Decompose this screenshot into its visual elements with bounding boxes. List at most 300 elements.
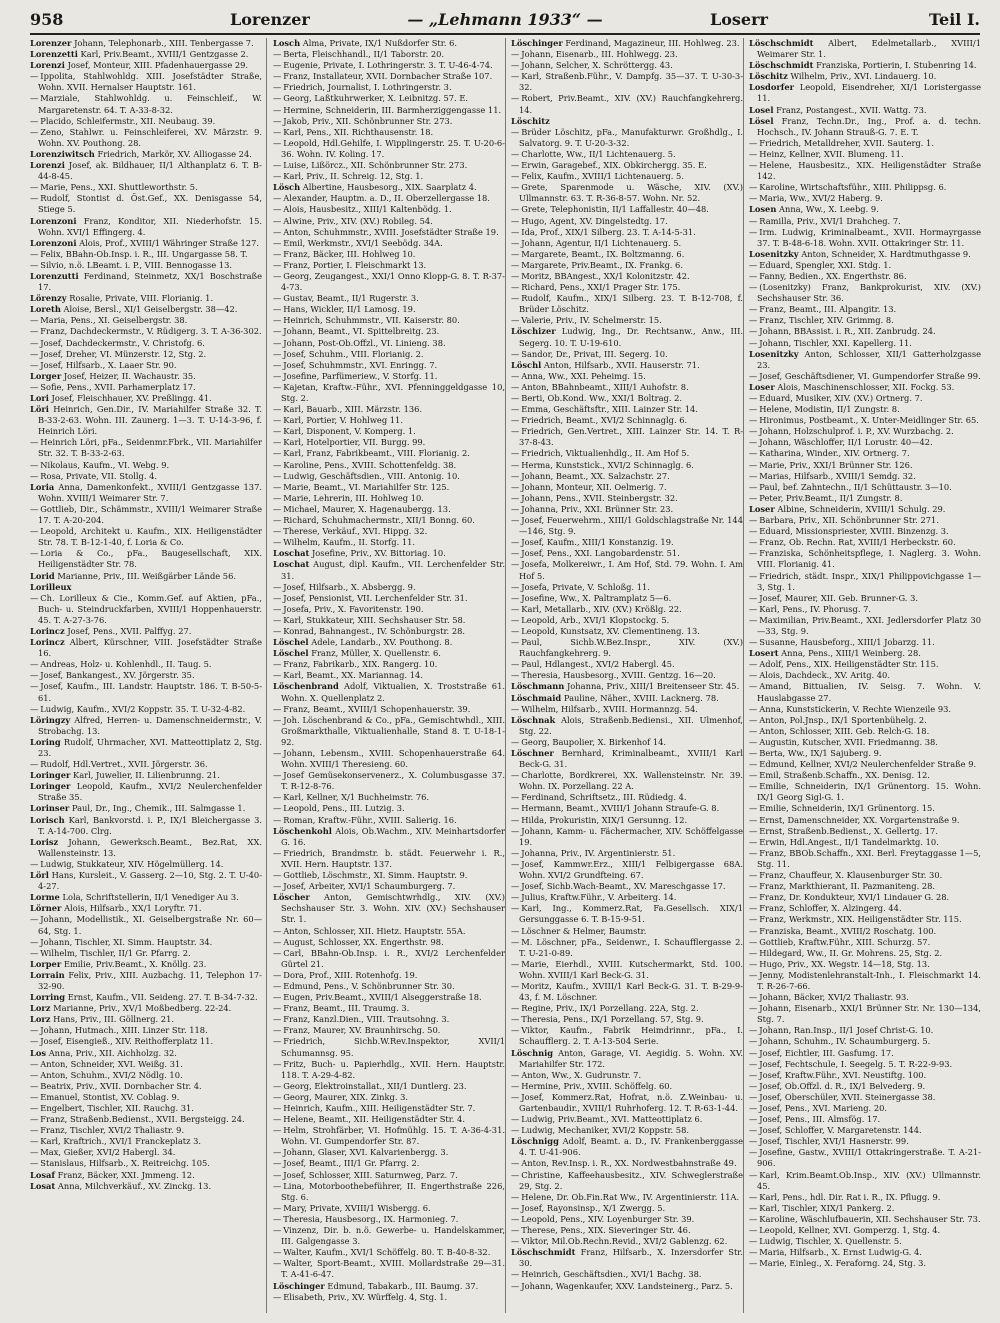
entry-text: Viktor, Mil.Ob.Rechn.Revid., XVI/2 Gablenzg. 62. [521, 1236, 728, 1247]
directory-entry: — Adolf, Pens., XIX. Heiligenstädter Str. 115. [749, 659, 939, 670]
directory-entry [30, 892, 262, 903]
entry-text: Ida, Prof., XIX/1 Silberg. 23. T. A-14-5-31. [521, 226, 696, 237]
entry-surname: Löschner [511, 748, 554, 758]
directory-entry: — Moritz, Kaufm., XVIII/1 Karl Beck-G. 31. T. B-29-9-43, f. M. Löschner. [511, 980, 743, 1003]
directory-entry: — Theresia, Hausbesorg., XVIII. Gentzg. 16—20. [511, 670, 716, 681]
entry-text: Zeno, Stahlwr. u. Feinschleiferei, XV. Märzstr. 9. Wohn. XV. Pouthong. 28. [38, 126, 262, 148]
entry-surname: Löschenkohl [273, 825, 332, 836]
entry-surname: Löschmann [511, 681, 565, 692]
entry-text: Heinz, Kellner, XVII. Blumeng. 11. [759, 148, 904, 159]
directory-entry [511, 748, 743, 770]
entry-text: Emma, Geschäftsftr., XIII. Lainzer Str. 14. [521, 404, 698, 415]
directory-entry: — Franz, Ob. Rechn. Rat, XVIII/1 Herbeckstr. 60. [749, 537, 956, 548]
entry-text: Eugen, Priv.Beamt., XVIII/1 Alseggerstraße 18. [283, 992, 482, 1003]
directory-entry [30, 238, 262, 249]
directory-entry: — Gottlieb, Kraftw.Führ., XIII. Schurzg. 57. [749, 936, 931, 947]
entry-text: Karl, Krim.Beamt.Ob.Insp., XIV. (XV.) Ullmannstr. 45. [757, 1169, 981, 1191]
entry-text: Josef, Pensionist, VII. Lerchenfelder Str. 31. [283, 592, 468, 603]
entry-text: Johann, Ran.Insp., II/1 Josef Christ-G. 10. [759, 1025, 934, 1036]
entry-text: Franz, BBOb.Schaffn., XXI. Berl. Freytaggasse 1—5, Stg. 11. [757, 847, 981, 869]
entry-text: Anton, Garage, VI. Aegidig. 5. Wohn. XV. Mariahilfer Str. 172. [519, 1047, 743, 1069]
entry-text: Wilhelm, Kaufm., II. Storfg. 11. [283, 537, 416, 548]
entry-surname: Lorilleux [30, 581, 72, 592]
directory-entry: — Emanuel, Stontist, XV. Coblag. 9. [30, 1091, 180, 1102]
directory-entry: — Michael, Maurer, X. Hagenaubergg. 13. [273, 503, 451, 514]
directory-entry [273, 182, 505, 193]
entry-text: Albertine, Hausbesorg., XIX. Saarplatz 4. [302, 182, 477, 193]
entry-surname: Losel [749, 104, 774, 115]
entry-text: Emilie, Priv.Beamt., X. Knöllg. 23. [63, 958, 207, 969]
entry-text: Margarete, Beamt., IX. Boltzmanng. 6. [521, 248, 685, 259]
entry-text: Franz, Fabrikarb., XIX. Rangerg. 10. [283, 659, 438, 670]
entry-surname: Lorenzetti [30, 49, 78, 60]
entry-text: Josef, Dreher, VI. Münzerstr. 12, Stg. 2. [40, 348, 207, 359]
directory-entry: — Johann, Post-Ob.Offzl., VI. Linieng. 38. [273, 337, 446, 348]
directory-entry: — Beatrix, Priv., XVII. Dornbacher Str. 4. [30, 1080, 202, 1091]
directory-entry: — Hermine, Priv., XVIII. Schöffelg. 60. [511, 1080, 673, 1091]
entry-text: Leopold, Architekt u. Kaufm., XIX. Heiligenstädter Str. 78. T. B-12-1-40, f. Loria & Co. [38, 526, 262, 548]
entry-text: Josefa, Private, V. Schloßg. 11. [521, 581, 650, 592]
entry-text: Alexander, Hauptm. a. D., II. Oberzellergasse 18. [283, 193, 490, 204]
directory-entry: — Löschner & Helmer, Baumstr. [511, 925, 647, 936]
directory-entry: — Franz, Maurer, XV. Braunhirschg. 50. [273, 1025, 441, 1036]
entry-text: Vinzenz, Dir. b. n.ö. Gewerbe- u. Handelskammer, III. Galgengasse 3. [281, 1225, 505, 1247]
directory-entry: — Anton, Rev.Insp. i. R., XX. Nordwestbahnstraße 49. [511, 1158, 737, 1169]
directory-entry: — Helene, Beamt., XII. Heiligenstädter Str. 4. [273, 1114, 465, 1125]
directory-entry: — Friedrich, Gen.Vertret., XIII. Lainzer Str. 14. T. R-37-8-43. [511, 426, 743, 448]
directory-entry: — Karl, Pens., XII. Richthausenstr. 18. [273, 126, 434, 137]
directory-entry: — Emil, Werkmstr., XVI/1 Seebödg. 34A. [273, 237, 443, 248]
directory-entry [30, 870, 262, 892]
entry-text: Johann, Wäschloffer, II/1 Lorustr. 40—42. [759, 437, 933, 448]
directory-entry: — Josef, Kaufm., XIII/1 Konstanzig. 19. [511, 537, 674, 548]
entry-text: Berti, Ob.Kond. Ww., XXI/1 Boltrag. 2. [521, 393, 683, 403]
directory-entry: — Max, Gießer, XVI/2 Habergl. 34. [30, 1147, 176, 1158]
entry-surname: Lorenzutti [30, 270, 79, 281]
entry-text: Hans, Priv., III. Göllnerg. 21. [53, 1014, 175, 1025]
directory-entry: — August, Schlosser, XX. Engerthstr. 98. [273, 936, 444, 947]
header-rule [30, 33, 980, 35]
directory-entry: — Helene, Dr. Ob.Fin.Rat Ww., IV. Argentinierstr. 11A. [511, 1191, 740, 1202]
directory-entry: — Josef, Eichtler, III. Gasfumg. 17. [749, 1047, 894, 1058]
directory-entry: — Engelbert, Tischler, XII. Rauchg. 31. [30, 1103, 194, 1113]
entry-surname: Losaf [30, 1169, 55, 1180]
entry-text: Susanne, Hausbeforg., XIII/1 Jobarzg. 11. [759, 637, 935, 648]
entry-text: Johanna, Priv., IV. Argentinierstr. 51. [521, 847, 676, 858]
entry-text: Karl, Franz, Fabrikbeamt., VIII. Florianig. 2. [283, 448, 470, 459]
entry-surname: Lorrain [30, 969, 65, 980]
directory-entry: — Walter, Sport-Beamt., XVIII. Mollardstraße 29—31. T. A-41-6-47. [273, 1258, 505, 1280]
entry-text: Anton, Hilfsarb., XVII. Hauserstr. 71. [543, 359, 700, 370]
directory-entry: — Barbara, Priv., XII. Schönbrunner Str. 271. [749, 515, 939, 526]
directory-entry: — Franz, Schloffer, X. Alzingerg. 44. [749, 903, 902, 914]
entry-surname: Losert [749, 648, 779, 659]
entry-text: Josef, Maurer, XII. Geb. Brunner-G. 3. [759, 592, 918, 603]
directory-entry: — Franz, Markthierant, II. Pazmaniteng. 28. [749, 881, 936, 892]
directory-entry: — Viktor, Kaufm., Fabrik Heimdrinnr., pFa., I. Schaufflerg. 2. T. A-13-504 Serie. [511, 1025, 743, 1047]
entry-text: Berta, Fleischhandl., II/1 Taborstr. 20. [283, 49, 445, 60]
entry-text: Dora, Prof., XIII. Rotenhofg. 19. [283, 969, 418, 980]
entry-text: Karl, Priv.Beamt., XVIII/1 Gentzgasse 2. [80, 49, 249, 60]
entry-surname: Lorring [30, 992, 66, 1003]
directory-entry: — Leopold, Pens., XIV. Loyenburger Str. 39. [511, 1213, 695, 1224]
directory-entry: — Anna, Kunststickerin, V. Rechte Wienzeile 93. [749, 703, 952, 714]
directory-entry [511, 1136, 743, 1158]
directory-entry: — Franz, Bäcker, III. Hohlweg 10. [273, 248, 416, 259]
directory-entry: — Gustav, Beamt., II/1 Rugerstr. 3. [273, 293, 419, 304]
directory-entry: — Josefa, Private, V. Schloßg. 11. [511, 581, 650, 592]
entry-text: Theresia, Pens., IX/1 Porzellang. 57, Stg. 9. [521, 1014, 704, 1025]
directory-entry: — Hilda, Prokuristin, XIX/1 Gersunng. 12. [511, 814, 688, 825]
entry-text: Helene, Dr. Ob.Fin.Rat Ww., IV. Argentinierstr. 11A. [521, 1191, 740, 1202]
entry-text: Marie, Einleg., X. Feraforng. 24, Stg. 3. [759, 1258, 927, 1269]
entry-text: Helene, Hausbesitz., XIX. Heiligenstädter Straße 142. [757, 160, 981, 182]
directory-entry: — Josefine, Ww., X. Paltramplatz 5—6. [511, 592, 672, 603]
directory-entry: — Katharina, Winder., XIV. Ortnerg. 7. [749, 448, 910, 459]
directory-entry [273, 892, 505, 925]
directory-entry [749, 349, 981, 371]
entry-text: Hugo, Priv., XX. Wegstr. 14—18, Stg. 13. [759, 958, 930, 969]
directory-entry: — Johann, Glaser, XVI. Kalvarienbergg. 3. [273, 1147, 449, 1158]
entry-text: Franz, Schloffer, X. Alzingerg. 44. [759, 903, 902, 914]
directory-entry: — Josef, Oberschüler, XVII. Steinergasse 38. [749, 1091, 936, 1102]
entry-text: August, Schlosser, XX. Engerthstr. 98. [283, 936, 444, 947]
entry-text: Georg, Maurer, XIX. Zinkg. 3. [283, 1091, 409, 1102]
directory-entry [273, 648, 505, 659]
entry-surname: Löri [30, 404, 49, 415]
entry-text: Hermine, Priv., XVIII. Schöffelg. 60. [521, 1080, 673, 1091]
entry-text: Josef, Tischler, XVI/1 Hasnerstr. 99. [759, 1136, 909, 1147]
entry-surname: Lorinser [30, 803, 70, 814]
directory-entry: — Leopold, Architekt u. Kaufm., XIX. Heiligenstädter Str. 78. T. B-12-1-40, f. Loria & Co. [30, 526, 262, 548]
directory-entry [749, 249, 981, 260]
entry-text: Emil, Werkmstr., XVI/1 Seebödg. 34A. [283, 237, 443, 248]
directory-entry: — Heinrich, Schuhmmstr., VII. Kaiserstr. 80. [273, 315, 460, 326]
entry-text: Anton, Schneider, X. Hardtmuthgasse 9. [801, 248, 971, 259]
directory-entry: — Erwin, Garagebef., XIX. Obkirchergg. 35. E. [511, 160, 707, 171]
directory-entry: — Josef, Hilfsarb., X. Laaer Str. 90. [30, 359, 177, 370]
entry-text: Katharina, Winder., XIV. Ortnerg. 7. [759, 448, 910, 459]
entry-text: Karl, Priv., II. Schreig. 12, Stg. 1. [283, 171, 424, 182]
entry-text: Ernst, Kaufm., VII. Seideng. 27. T. B-34-7-32. [67, 992, 258, 1003]
entry-text: Rudolf, Uhrmacher, XVI. Matteottiplatz 2, Stg. 23. [38, 736, 262, 758]
entry-text: Franz, Straßenb.Bedienst., XVII. Bergsteigg. 24. [40, 1114, 245, 1125]
entry-text: Robert, Priv.Beamt., XIV. (XV.) Rauchfangkehrerg. 14. [519, 93, 743, 115]
directory-entry [511, 1247, 743, 1269]
entry-text: Karl, Bauarb., XIII. Märzstr. 136. [283, 404, 423, 415]
entry-surname: Lörner [30, 903, 62, 914]
directory-entry [30, 1014, 262, 1025]
entry-surname: Löschschmidt [749, 60, 814, 71]
entry-text: Leopold, Hdl.Gehilfe, I. Wipplingerstr. 25. T. U-20-6-36. Wohn. IV. Koling. 17. [281, 137, 505, 159]
entry-text: Franz, Dachdeckermstr., V. Rüdigerg. 3. T. A-36-302. [40, 326, 262, 337]
entry-text: Silvio, n.ö. LBeamt. i. P., VIII. Bennogasse 13. [40, 259, 232, 270]
directory-entry: — Karl, Ing., Kommerz.Rat, Fa.Gesellsch. XIX/1 Gersunggasse 6. T. B-15-9-51. [511, 903, 743, 925]
directory-entry: — Johann, Agentur, II/1 Lichtenauerg. 5. [511, 237, 682, 248]
directory-entry: — Georg, Maurer, XIX. Zinkg. 3. [273, 1091, 409, 1102]
entry-text: Josefine, Priv., XV. Bittoriag. 10. [311, 548, 446, 559]
directory-entry: — Marie, Beamt., VI. Mariahilfer Str. 125. [273, 481, 450, 492]
directory-entry: — Marias, Hilfsarb., XVIII/1 Semdg. 32. [749, 470, 916, 481]
directory-entry: — Franz, Installateur, XVII. Dornbacher Straße 107. [273, 71, 493, 82]
directory-entry: — Karl, Stukkateur, XIII. Sechshauser Str. 58. [273, 614, 466, 625]
directory-entry: — Franz, Fabrikarb., XIX. Rangerg. 10. [273, 659, 438, 670]
entry-text: Karl, Ing., Kommerz.Rat, Fa.Gesellsch. XIX/1 Gersunggasse 6. T. B-15-9-51. [519, 903, 743, 925]
entry-text: Franz, Kanzl.Dien., VIII. Trautsohng. 3. [283, 1014, 450, 1025]
directory-entry: — Anton, Schuhm., XVI/2 Nödlg. 10. [30, 1069, 183, 1080]
directory-entry: — Friedrich, städt. Inspr., XIX/1 Philippovichgasse 1—3, Stg. 1. [749, 570, 981, 592]
entry-surname: Lorper [30, 958, 62, 969]
directory-entry: — Josefine, Parfümeriew., V. Storfg. 11. [273, 370, 438, 381]
directory-entry: — Johann, Tischler, XI. Simm. Hauptstr. 34. [30, 936, 213, 947]
directory-entry [511, 715, 743, 737]
directory-entry: — Nikolaus, Kaufm., VI. Webg. 9. [30, 459, 170, 470]
directory-entry [30, 1181, 262, 1192]
directory-entry: — Sofie, Pens., XVII. Parhamerplatz 17. [30, 381, 196, 392]
directory-entry [30, 959, 262, 970]
directory-entry: — Ernst, Damenschneider, XX. Vorgartenstraße 9. [749, 814, 960, 825]
entry-surname: Lorenzoni [30, 237, 77, 248]
entry-text: Hermann, Beamt., XVIII/1 Johann Straufe-G. 8. [521, 803, 720, 814]
entry-text: Ludwig, Tischler, X. Quellenstr. 5. [759, 1236, 902, 1247]
directory-entry: — Josef, Kammwr.Erz., XIII/1 Felbigergasse 68A. Wohn. XVI/2 Grundfteing. 67. [511, 858, 743, 881]
entry-text: Ch. Lorilleux & Cie., Komm.Gef. auf Aktien, pFa., Buch- u. Steindruckfarben, XVIII/1 Hoppenhauerstr. 45. T. A-27-3-76. [38, 592, 262, 625]
directory-entry: — Johann, Beamt., XX. Salzachstr. 27. [511, 470, 670, 481]
entry-surname: Lorenzi [30, 60, 65, 71]
directory-entry: — Leopold, Kunstsatz, XV. Clementineng. 13. [511, 625, 700, 636]
directory-entry: — Josef, Maurer, XII. Geb. Brunner-G. 3. [749, 592, 918, 603]
directory-entry: — Emil, Straßenb.Schaffn., XX. Denisg. 12. [749, 770, 930, 781]
entry-text: Rudolf, Stontist d. Öst.Gef., XX. Denisgasse 54, Stiege 5. [38, 193, 262, 215]
entry-text: Josefine, Parfümeriew., V. Storfg. 11. [283, 370, 438, 381]
entry-surname: Löschnigg [511, 1136, 559, 1147]
column-divider [743, 38, 744, 1313]
directory-entry: — Moritz, BBAngest., XX/1 Kolonitzstr. 42. [511, 270, 690, 281]
directory-entry [30, 626, 262, 637]
directory-entry: — Walter, Kaufm., XVI/1 Schöffelg. 80. T. B-40-8-32. [273, 1247, 491, 1258]
entry-text: Augustin, Kutscher, XVII. Friedmanng. 38. [759, 736, 938, 747]
directory-entry: — Franz, Werkmstr., XIX. Heiligenstädter Str. 115. [749, 914, 962, 925]
directory-entry: — Valerie, Priv., IV. Schelmerstr. 15. [511, 315, 662, 326]
entry-text: Alois, Hilfsarb., XX/1 Loryftr. 71. [64, 903, 202, 914]
entry-text: Josef, Kraftw.Führ., XVI. Neustiftg. 100. [759, 1069, 927, 1080]
entry-text: Franz, Müller, X. Quellenstr. 6. [311, 648, 441, 659]
directory-entry: — Maria, Hilfsarb., X. Ernst Ludwig-G. 4. [749, 1247, 922, 1258]
entry-surname: Lorz [30, 1003, 51, 1014]
entry-text: Johann, Hutmach., XIII. Linzer Str. 118. [40, 1025, 208, 1036]
entry-text: Irm. Ludwig, Kriminalbeamt., XVII. Hormayrgasse 37. T. B-48-6-18. Wohn. XVII. Ottakringer Str. 11. [757, 226, 981, 248]
directory-entry: — Johann, Hutmach., XIII. Linzer Str. 118. [30, 1025, 208, 1036]
column-divider [266, 38, 267, 1313]
entry-text: Johann, Eisenarb., III. Hohlwegg. 23. [521, 49, 678, 60]
entry-text: Alois, Prof., XVIII/1 Währinger Straße 127. [79, 237, 260, 248]
entry-surname: Loschat [273, 548, 310, 559]
entry-text: Anton, Schuhmmstr., XVIII. Josefstädter Straße 19. [283, 226, 499, 237]
directory-entry [30, 970, 262, 992]
page-header [30, 8, 980, 32]
entry-text: Josef, Eisengieß., XIV. Reithofferplatz 11. [40, 1036, 214, 1047]
directory-entry: — Karl, Metallarb., XIV. (XV.) Krößlg. 22. [511, 603, 682, 614]
directory-entry: — Therese, Verkäuf., XVI. Hippg. 32. [273, 526, 428, 537]
entry-text: Friedrich, städt. Inspr., XIX/1 Philippovichgasse 1—3, Stg. 1. [757, 570, 981, 592]
entry-text: Ferdinand, Magazineur, III. Hohlweg. 23. [565, 38, 740, 48]
entry-text: Heinrich, Gen.Dir., IV. Mariahilfer Straße 32. T. B-33-2-63. Wohn. III. Zaunerg. 1—3. T. U-14-3-96, f. Heinrich Löri. [38, 404, 262, 437]
directory-entry: — Rosa, Private, VII. Stollg. 4. [30, 470, 158, 481]
directory-entry: — Roman, Kraftw.-Führ., XVIII. Salierig. 16. [273, 814, 457, 825]
entry-text: Franz, Postangest., XVII. Wattg. 73. [776, 104, 927, 115]
entry-text: Helene, Modistin, II/1 Zungstr. 8. [759, 404, 900, 415]
directory-entry: — Franz, BBOb.Schaffn., XXI. Berl. Freytaggasse 1—5, Stg. 11. [749, 847, 981, 869]
entry-text: Anton, Schlosser, XII. Hietz. Hauptstr. 55A. [283, 925, 466, 936]
directory-entry: — Hugo, Agent, XV. Dingelstedtg. 17. [511, 215, 668, 226]
directory-entry: — Paul, bef. Zahntechn., II/1 Schüttaustr. 3—10. [749, 481, 952, 492]
entry-text: Johann, Telephonarb., XIII. Tenbergasse 7. [74, 38, 254, 48]
directory-entry: — Johann, Lebensm., XVIII. Schopenhauerstraße 64. Wohn. XVIII/1 Theresieng. 60. [273, 748, 505, 770]
entry-surname: Löschizer [511, 326, 556, 337]
entry-surname: Löschitz [749, 71, 788, 82]
entry-text: Ludwig, Mechaniker, XVI/2 Koppstr. 58. [521, 1125, 690, 1136]
entry-text: Karoline, Pens., XVIII. Schottenfeldg. 38. [283, 459, 457, 470]
entry-text: Georg, Elektroinstallat., XII/1 Duntlerg. 23. [283, 1080, 467, 1091]
entry-text: Karl, Tischler, XIX/1 Pankerg. 2. [759, 1202, 895, 1213]
directory-entry: — Karl, Portier, V. Hohlweg 11. [273, 415, 403, 426]
directory-entry: — Johann, Ran.Insp., II/1 Josef Christ-G. 10. [749, 1025, 934, 1036]
directory-entry: — Josef, Eisengieß., XIV. Reithofferplatz 11. [30, 1036, 214, 1047]
directory-entry: — Sandor, Dr., Privat, III. Segerg. 10. [511, 348, 668, 359]
directory-entry: — Johann, Tischler, XXI. Kapellerg. 11. [749, 337, 912, 348]
page-title: — „Lehmann 1933“ — [407, 10, 603, 29]
entry-surname: Löschnig [511, 1047, 554, 1058]
directory-entry: — Hermann, Beamt., XVIII/1 Johann Straufe-G. 8. [511, 803, 720, 814]
entry-text: Ippolita, Stahlwohldg. XIII. Josefstädter Straße, Wohn. XVII. Hernalser Hauptstr. 161. [38, 71, 262, 93]
entry-text: Paul, Dr., Ing., Chemik., III. Salmgasse 1. [71, 803, 246, 814]
entry-text: Wilhelm, Priv., XVI. Lindauerg. 10. [790, 71, 937, 82]
entry-text: Hans, Wickler, II/1 Lamosg. 19. [283, 304, 416, 315]
directory-entry: — Josef, Arbeiter, XVI/1 Schaumburgerg. 7. [273, 881, 456, 892]
entry-text: Johann, Post-Ob.Offzl., VI. Linieng. 38. [283, 337, 446, 348]
entry-text: Johann, Beamt., VI. Spittelbreitg. 23. [283, 326, 440, 337]
entry-text: Ernst, Damenschneider, XX. Vorgartenstraße 9. [759, 814, 960, 825]
directory-entry [749, 382, 981, 393]
entry-text: Luise, Lißörcz., XII. Schönbrunner Str. 273. [283, 160, 468, 171]
entry-text: Georg, Laßtkuhrwerker, X. Leibnitzg. 57. E. [283, 93, 469, 104]
directory-entry: — Heinz, Kellner, XVII. Blumeng. 11. [749, 148, 904, 159]
entry-text: Sandor, Dr., Privat, III. Segerg. 10. [521, 348, 668, 359]
directory-entry: — Josef, Tischler, XVI/1 Hasnerstr. 99. [749, 1136, 909, 1147]
directory-entry: — M. Löschner, pFa., Seidenwr., I. Schaufflergasse 2. T. U-21-0-89. [511, 936, 743, 958]
entry-text: Friedrich, Sichb.W.Rev.Inspektor, XVII/1 Schumannsg. 95. [281, 1036, 505, 1058]
directory-entry: — Josef, Beamt., III/1 Gr. Pfarrg. 2. [273, 1158, 420, 1169]
entry-text: Helm, Strohfärber, VI. Hofmühlg. 15. T. A-36-4-31. Wohn. VI. Gumpendorfer Str. 87. [281, 1125, 505, 1147]
directory-entry: — Rudolf, Kaufm., XIX/1 Silberg. 23. T. B-12-708, f. Brüder Löschitz. [511, 293, 743, 315]
entry-text: Josef, Rayonsinsp., X/1 Zwergg. 5. [521, 1202, 666, 1213]
directory-entry: — Konrad, Bahnangest., IV. Schönburgstr. 28. [273, 625, 466, 636]
entry-surname: Loschat [273, 559, 310, 570]
entry-text: Josef, ak. Bildhauer, II/1 Althanplatz 6. T. B-44-8-45. [38, 160, 262, 182]
entry-text: Ludwig, Kaufm., XVI/2 Koppstr. 35. T. U-32-4-82. [40, 703, 246, 714]
directory-entry: — Gottlieb, Löschmstr., XI. Simm. Hauptstr. 9. [273, 870, 468, 881]
directory-entry: — Herma, Kunststick., XVI/2 Schinnaglg. 6. [511, 459, 694, 470]
directory-entry: — Josef, Fechtschule, I. Seegelg. 5. T. R-22-9-93. [749, 1058, 953, 1069]
entry-text: Alma, Private, IX/1 Nußdorfer Str. 6. [302, 38, 458, 48]
entry-text: Friedrich, Markör, XV. Alliogasse 24. [97, 148, 252, 159]
entry-text: Josef, Geschäftsdiener, VI. Gumpendorfer Straße 99. [759, 370, 981, 381]
directory-entry [30, 160, 262, 182]
directory-entry: — Josef, Schloffer, V. Margaretenstr. 144. [749, 1125, 922, 1136]
directory-entry: — Anna, Ww., XXI. Peheimg. 15. [511, 370, 646, 381]
entry-surname: Lorincz [30, 637, 65, 648]
directory-entry [30, 38, 262, 49]
entry-surname: Löscher [273, 892, 310, 903]
entry-text: Adolf, Viktualien, X. Troststraße 61. Wohn. X. Quellenplatz 2. [281, 681, 505, 703]
directory-entry: — Wilhelm, Tischler, II/1 Gr. Pfarrg. 2. [30, 947, 191, 958]
entry-text: Jenny, Modistenlehranstalt-Inh., I. Fleischmarkt 14. T. R-26-7-66. [757, 969, 981, 991]
entry-text: Helene, Beamt., XII. Heiligenstädter Str. 4. [283, 1114, 465, 1125]
directory-entry: — Ferdinand, Schriftsetz., III. Rüdiedg. 4. [511, 792, 687, 803]
entry-text: Ludwig, Geschäftsdien., VIII. Antonig. 10. [283, 470, 460, 481]
directory-entry: — Irm. Ludwig, Kriminalbeamt., XVII. Hormayrgasse 37. T. B-48-6-18. Wohn. XVII. Ottakringer Str. 11. [749, 226, 981, 248]
directory-entry: — Josefa, Priv., X. Favoritenstr. 190. [273, 603, 424, 614]
entry-text: Johann, Gewerksch.Beamt., Bez.Rat, XX. Wallensteinstr. 13. [38, 836, 262, 858]
entry-text: Josef, Pens., XVII. Palffyg. 27. [67, 625, 192, 636]
entry-text: Albert, Edelmetallarb., XVIII/1 Weimarer Str. 1. [757, 38, 981, 60]
entry-text: Edmund, Kellner, XVI/2 Neulerchenfelder Straße 9. [759, 759, 977, 770]
directory-entry: — Leopold, Pens., III. Lutzig. 3. [273, 803, 405, 814]
entry-text: Karoline, Wäschlufbauerin, XII. Sechshauser Str. 73. [759, 1213, 981, 1224]
directory-entry: — Maria, Pens., XI. Geiselbergstr. 38. [30, 315, 188, 326]
directory-entry: — Eugenie, Private, I. Lothringerstr. 3. T. U-46-4-74. [273, 60, 493, 71]
entry-text: Josef, Hilfsarb., X. Laaer Str. 90. [40, 359, 177, 370]
directory-entry: — Johann, Kamm- u. Fächermacher, XIV. Schöffelgasse 19. [511, 825, 743, 847]
directory-entry: — Johann, Schuhm., IV. Schaumburgerg. 5. [749, 1036, 931, 1047]
entry-text: Franz, Markthierant, II. Pazmaniteng. 28. [759, 881, 936, 892]
directory-entry: — Marie, Lehrerin, III. Hohlweg 10. [273, 492, 424, 503]
directory-entry [511, 693, 743, 704]
entry-surname: Löschmaid [511, 692, 562, 703]
entry-text: Josef, Sichb.Wach-Beamt., XV. Mareschgasse 17. [521, 881, 726, 892]
directory-entry [511, 681, 743, 692]
directory-entry: — Zeno, Stahlwr. u. Feinschleiferei, XV. Märzstr. 9. Wohn. XV. Pouthong. 28. [30, 126, 262, 148]
entry-text: Alois, Ob.Wachm., XIV. Meinhartsdorfer G. 16. [281, 825, 505, 847]
directory-entry [30, 571, 262, 582]
directory-entry: — Susanne, Hausbeforg., XIII/1 Jobarzg. 11. [749, 637, 935, 648]
directory-entry: — Placido, Schleifermstr., XII. Neubaug. 39. [30, 115, 216, 126]
entry-text: Albert, Kürschner, VIII. Josefstädter Straße 16. [38, 637, 262, 659]
entry-text: Johann, Beamt., XX. Salzachstr. 27. [521, 470, 670, 481]
entry-text: Adele, Landarb., XV. Pouthong. 8. [311, 637, 453, 648]
entry-text: M. Löschner, pFa., Seidenwr., I. Schaufflergasse 2. T. U-21-0-89. [519, 936, 743, 958]
directory-entry: — Alois, Dachdeck., XV. Aritg. 40. [749, 670, 890, 681]
entry-text: Fanny, Bedien., XX. Engerthstr. 86. [759, 270, 907, 281]
entry-surname: Lörenzy [30, 293, 67, 304]
entry-text: Marie, Priv., XXI/1 Brünner Str. 126. [759, 459, 913, 470]
directory-entry [30, 49, 262, 60]
directory-entry: — Anton, Schlosser, XII. Hietz. Hauptstr. 55A. [273, 925, 466, 936]
entry-text: Josef, Kammwr.Erz., XIII/1 Felbigergasse 68A. Wohn. XVI/2 Grundfteing. 67. [519, 858, 743, 881]
directory-entry: — Regine, Priv., IX/1 Porzellang. 22A, Stg. 2. [511, 1003, 699, 1014]
directory-entry: — Johann, Wagenkaufer, XXV. Landsteinerg., Parz. 5. [511, 1280, 733, 1291]
directory-entry [30, 737, 262, 759]
entry-text: Karl, Pens., hdl. Dir. Rat i. R., IX. Pflugg. 9. [759, 1191, 941, 1202]
directory-entry: — Ch. Lorilleux & Cie., Komm.Gef. auf Aktien, pFa., Buch- u. Steindruckfarben, XVIII/1 Hoppenhauerstr. 45. T. A-27-3-76. [30, 592, 262, 625]
entry-text: Felix, Priv., XIII. Auzbachg. 11, Telephon 17-32-90. [38, 969, 262, 991]
directory-entry: — Karl, Bauarb., XIII. Märzstr. 136. [273, 404, 423, 415]
directory-entry: — Fritz, Buch- u. Papierhdlg., XVII. Hern. Hauptstr. 118. T. A-29-4-82. [273, 1058, 505, 1080]
entry-surname: Lorenzi [30, 160, 65, 171]
entry-text: Johann, Tischler, XXI. Kapellerg. 11. [759, 337, 912, 348]
directory-entry: — Eduard, Musiker, XIV. (XV.) Ortnerg. 7. [749, 393, 923, 403]
directory-entry: — Ludwig, Kaufm., XVI/2 Koppstr. 35. T. U-32-4-82. [30, 703, 246, 714]
